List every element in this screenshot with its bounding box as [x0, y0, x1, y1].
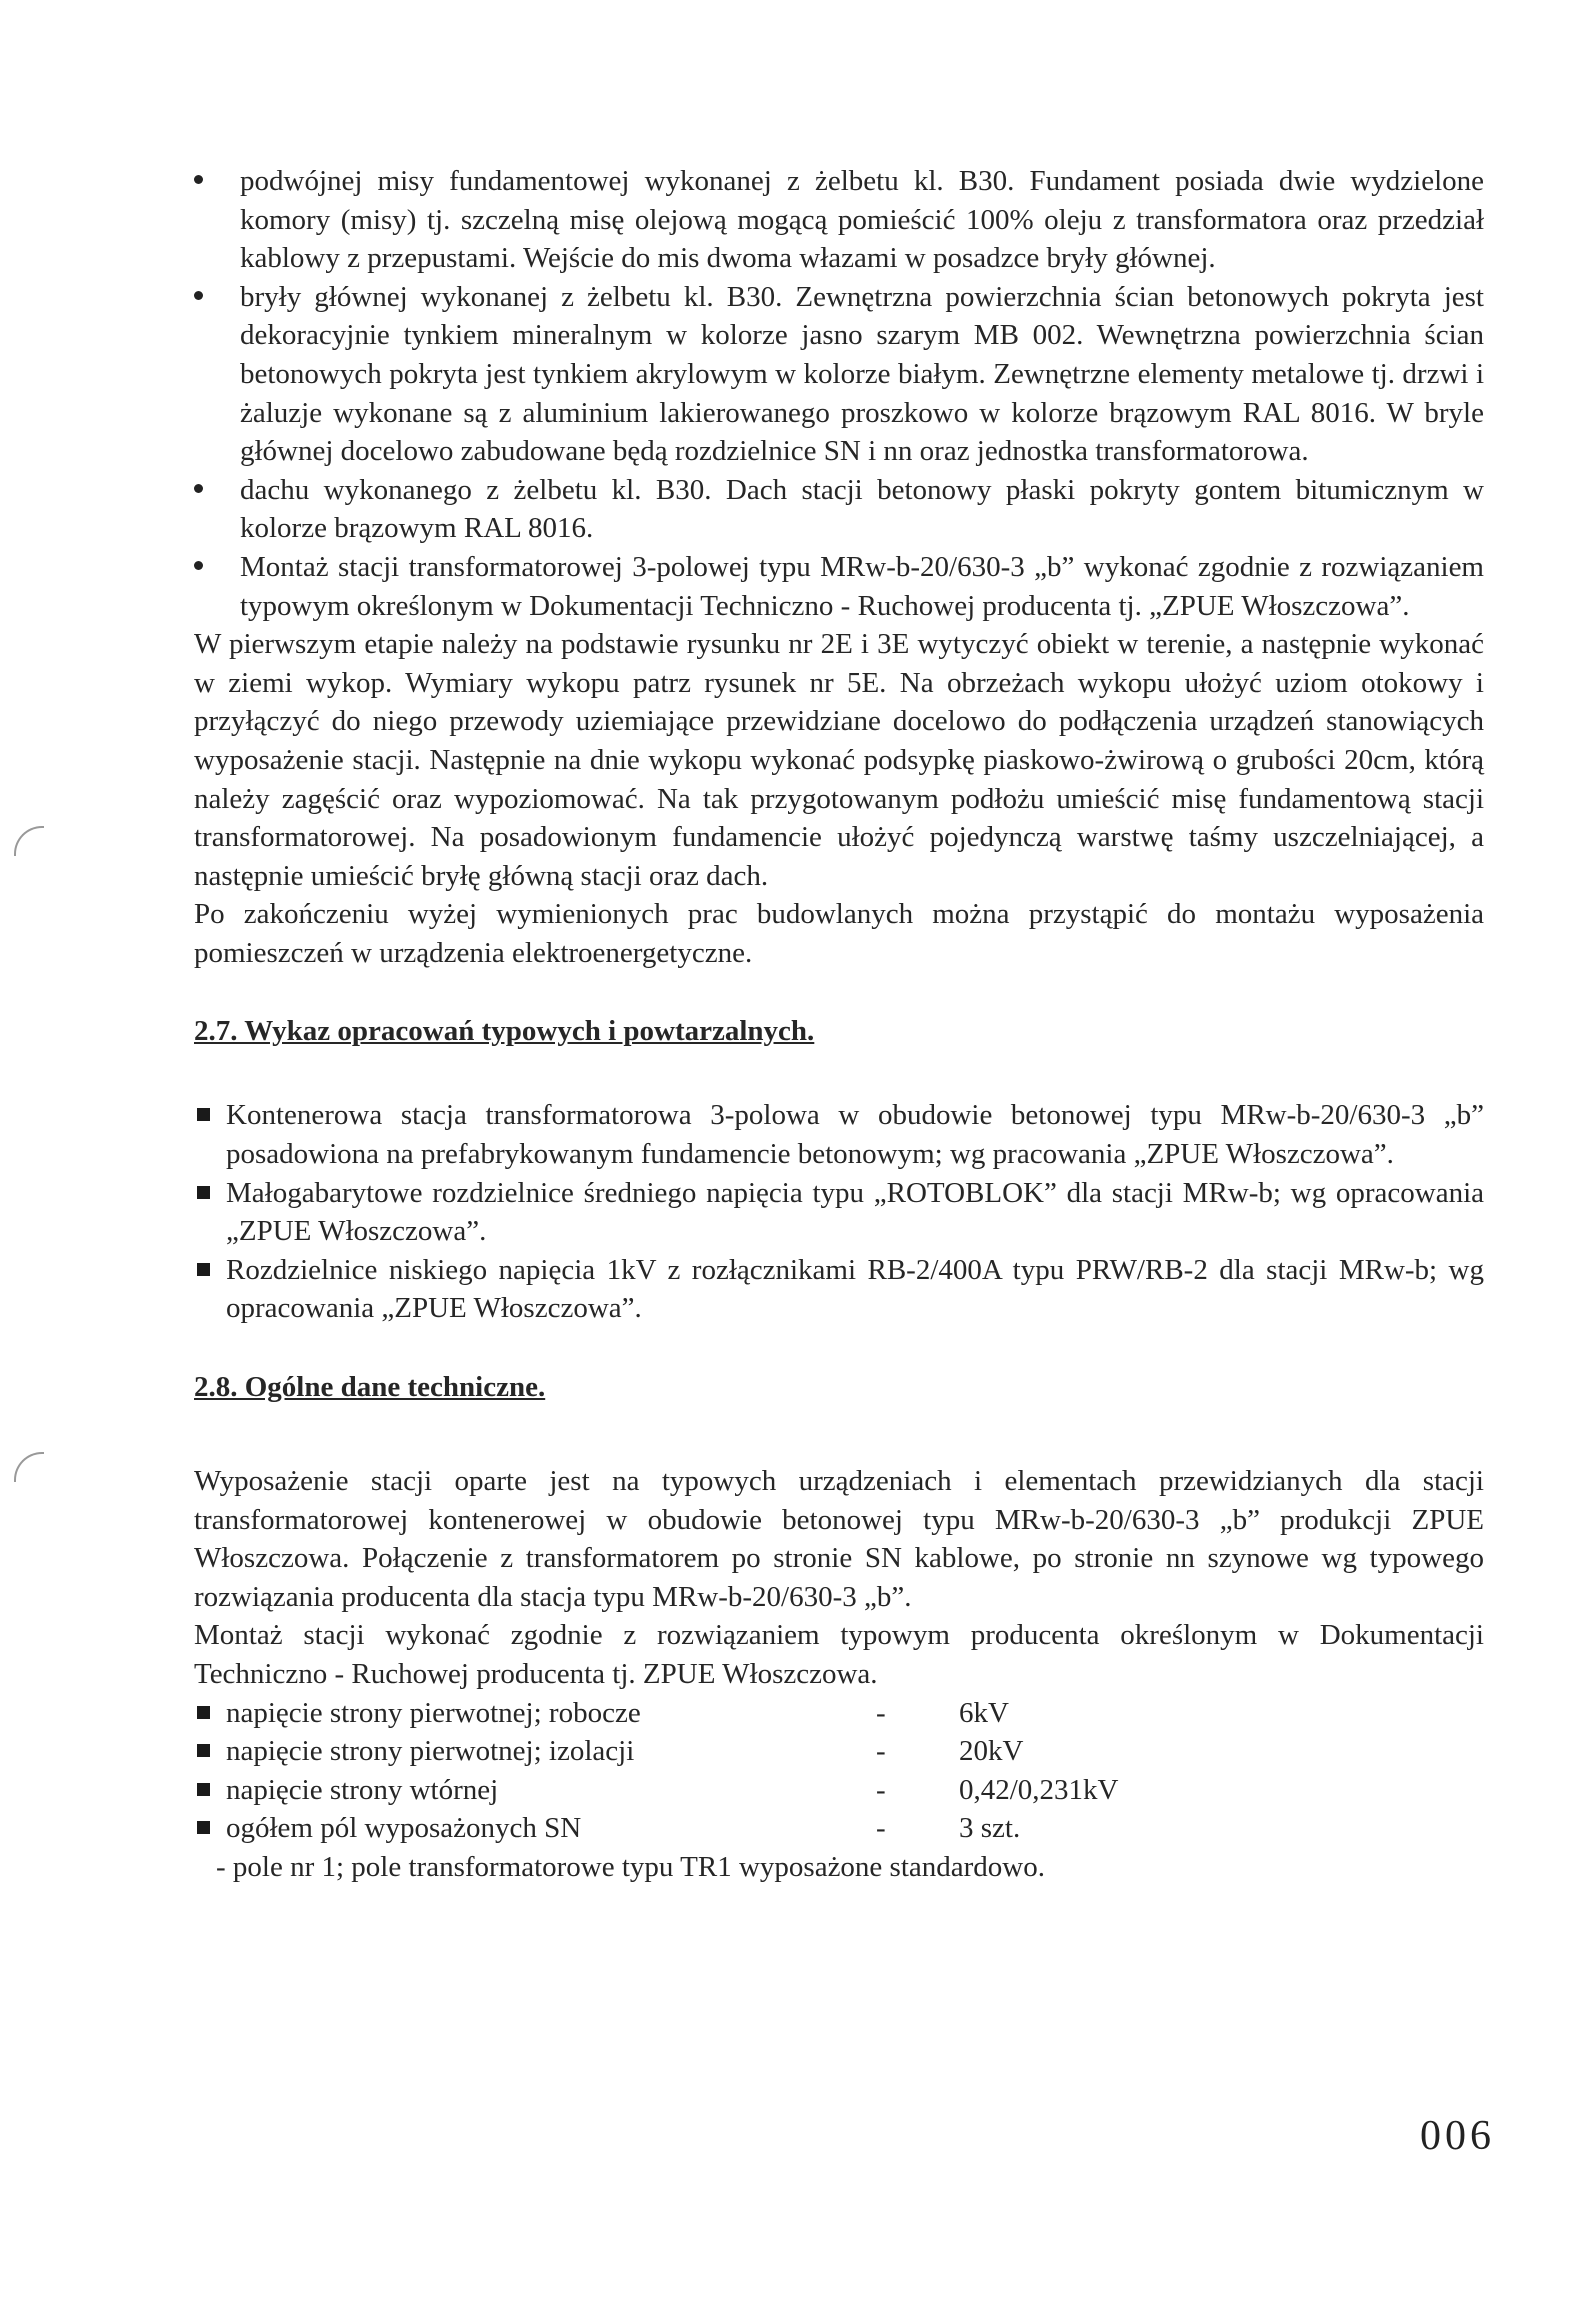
bullet-item: dachu wykonanego z żelbetu kl. B30. Dach stacji betonowy płaski pokryty gontem bitumicznym w kolorze brązowym RAL 8016.: [194, 471, 1484, 548]
square-bullet-icon: [197, 1783, 210, 1796]
square-bullet-icon: [197, 1186, 210, 1199]
page-number: 006: [1420, 2113, 1495, 2159]
bullet-item: podwójnej misy fundamentowej wykonanej z żelbetu kl. B30. Fundament posiada dwie wydzielone komory (misy) tj. szczelną misę olejową mogącą pomieścić 100% oleju z transformatora oraz przedział kablowy z przepustami. Wejście do mis dwoma włazami w posadzce bryły głównej.: [194, 162, 1484, 278]
bullet-item: Montaż stacji transformatorowej 3-polowej typu MRw-b-20/630-3 „b” wykonać zgodnie z rozwiązaniem typowym określonym w Dokumentacji Techniczno - Ruchowej producenta tj. „ZPUE Włoszczowa”.: [194, 548, 1484, 625]
spec-row: napięcie strony pierwotnej; izolacji - 20kV: [194, 1732, 1484, 1771]
spec-row: napięcie strony pierwotnej; robocze - 6kV: [194, 1694, 1484, 1733]
paragraph-equipment: Wyposażenie stacji oparte jest na typowych urządzeniach i elementach przewidzianych dla stacji transformatorowej kontenerowej w obudowie betonowej typu MRw-b-20/630-3 „b” produkcji ZPUE Włoszczowa. Połączenie z transformatorem po stronie SN kablowe, po stronie nn szynowe wg typowego rozwiązania producenta dla stacja typu MRw-b-20/630-3 „b”.: [194, 1465, 1484, 1613]
bullet-icon: [194, 175, 203, 184]
list-item: Kontenerowa stacja transformatorowa 3-polowa w obudowie betonowej typu MRw-b-20/630-3 „b” posadowiona na prefabrykowanym fundamencie betonowym; wg pracowania „ZPUE Włoszczowa”.: [194, 1096, 1484, 1173]
list-item: Małogabarytowe rozdzielnice średniego napięcia typu „ROTOBLOK” dla stacji MRw-b; wg opracowania „ZPUE Włoszczowa”.: [194, 1174, 1484, 1251]
bullet-icon: [194, 484, 203, 493]
spec-note: - pole nr 1; pole transformatorowe typu TR1 wyposażone standardowo.: [216, 1850, 1045, 1883]
spec-row: ogółem pól wyposażonych SN - 3 szt.: [194, 1809, 1484, 1848]
square-bullet-icon: [197, 1108, 210, 1121]
section-heading-2-8: 2.8. Ogólne dane techniczne.: [194, 1371, 546, 1404]
bullet-icon: [194, 291, 203, 300]
section-heading-2-7: 2.7. Wykaz opracowań typowych i powtarzalnych.: [194, 1015, 815, 1048]
typical-designs-list: [194, 1096, 1484, 1328]
square-bullet-icon: [197, 1744, 210, 1757]
technical-specs-list: [194, 1694, 1484, 1848]
scan-mark: [14, 1452, 44, 1482]
square-bullet-icon: [197, 1706, 210, 1719]
construction-bullets: [194, 162, 1484, 625]
square-bullet-icon: [197, 1263, 210, 1276]
bullet-item: bryły głównej wykonanej z żelbetu kl. B30. Zewnętrzna powierzchnia ścian betonowych pokryta jest dekoracyjnie tynkiem mineralnym w kolorze jasno szarym MB 002. Wewnętrzna powierzchnia ścian betonowych pokryta jest tynkiem akrylowym w kolorze białym. Zewnętrzne elementy metalowe tj. drzwi i żaluzje wykonane są z aluminium lakierowanego proszkowo w kolorze brązowym RAL 8016. W bryle głównej docelowo zabudowane będą rozdzielnice SN i nn oraz jednostka transformatorowa.: [194, 278, 1484, 471]
document-body: [194, 162, 1484, 1887]
list-item: Rozdzielnice niskiego napięcia 1kV z rozłącznikami RB-2/400A typu PRW/RB-2 dla stacji MRw-b; wg opracowania „ZPUE Włoszczowa”.: [194, 1251, 1484, 1328]
paragraph-assembly: Montaż stacji wykonać zgodnie z rozwiązaniem typowym producenta określonym w Dokumentacji Techniczno - Ruchowej producenta tj. ZPUE Włoszczowa.: [194, 1619, 1484, 1690]
scan-mark: [14, 826, 44, 856]
paragraph-completion: Po zakończeniu wyżej wymienionych prac budowlanych można przystąpić do montażu wyposażenia pomieszczeń w urządzenia elektroenergetyczne.: [194, 898, 1484, 969]
paragraph-installation: W pierwszym etapie należy na podstawie rysunku nr 2E i 3E wytyczyć obiekt w terenie, a następnie wykonać w ziemi wykop. Wymiary wykopu patrz rysunek nr 5E. Na obrzeżach wykopu ułożyć uziom otokowy i przyłączyć do niego przewody uziemiające przewidziane docelowo do podłączenia urządzeń stanowiących wyposażenie stacji. Następnie na dnie wykopu wykonać podsypkę piaskowo-żwirową o grubości 20cm, którą należy zagęścić oraz wypoziomować. Na tak przygotowanym podłożu umieścić misę fundamentową stacji transformatorowej. Na posadowionym fundamencie ułożyć pojedynczą warstwę taśmy uszczelniającej, a następnie umieścić bryłę główną stacji oraz dach.: [194, 628, 1484, 892]
spec-row: napięcie strony wtórnej - 0,42/0,231kV: [194, 1771, 1484, 1810]
square-bullet-icon: [197, 1821, 210, 1834]
bullet-icon: [194, 561, 203, 570]
